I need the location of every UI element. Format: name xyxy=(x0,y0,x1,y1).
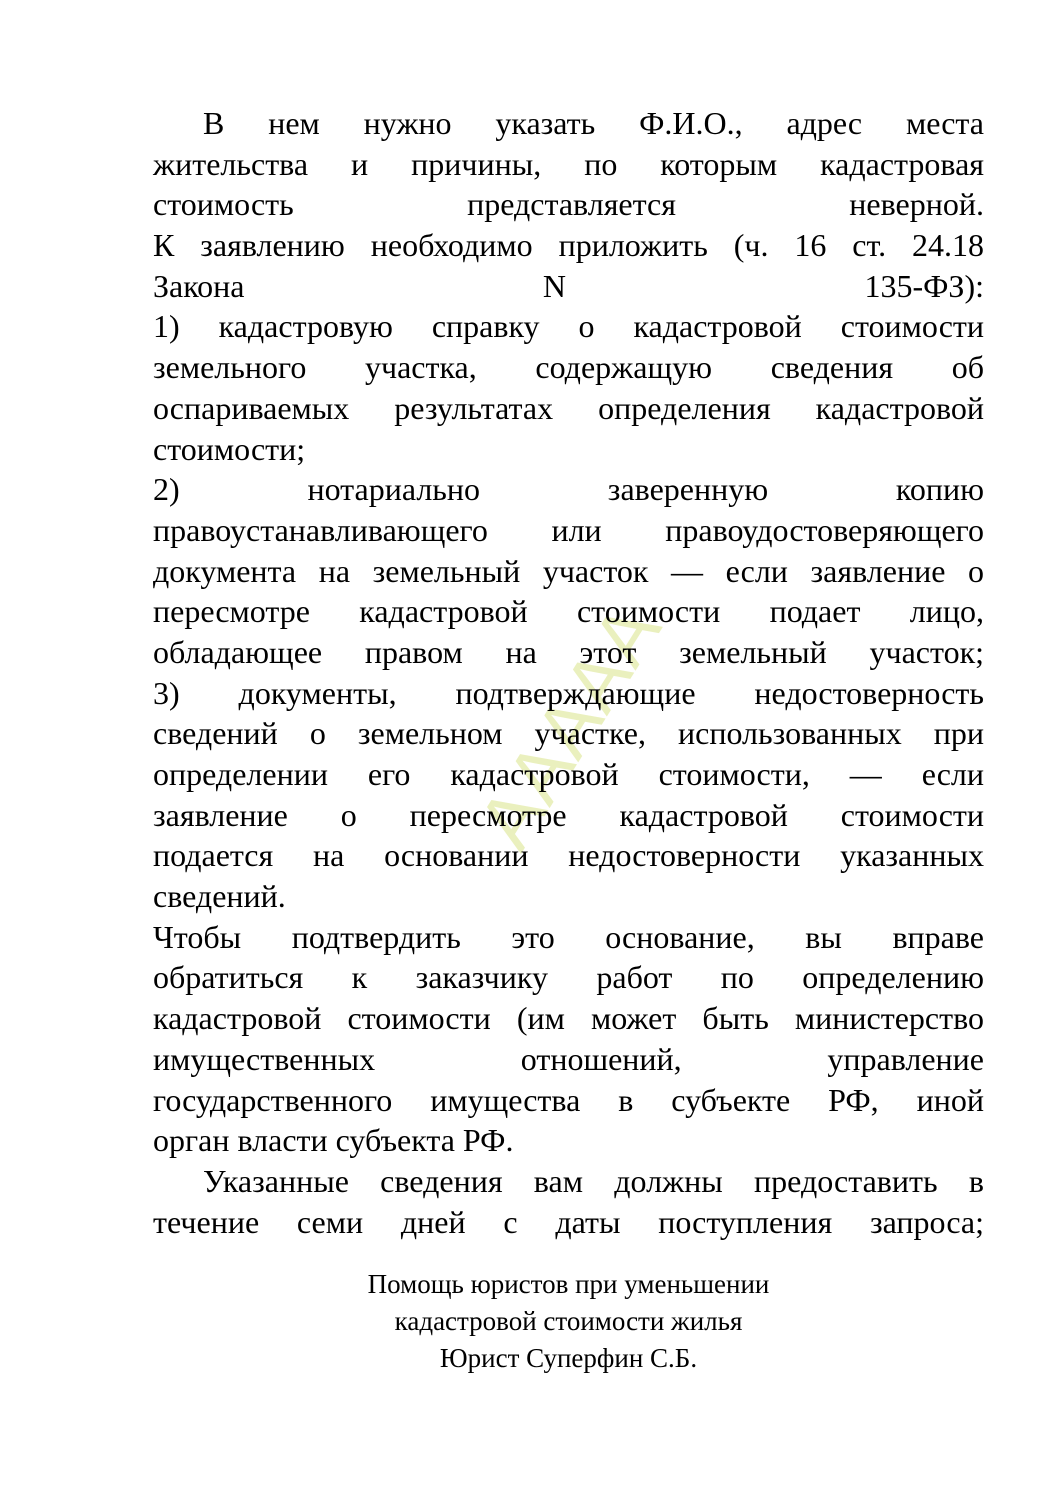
text-line: кадастровой стоимости (им может быть министерство xyxy=(153,1000,984,1037)
text-line: оспариваемых результатах определения кадастровой xyxy=(153,389,984,426)
footer-line-2: кадастровой стоимости жилья xyxy=(394,1306,743,1336)
text-line: Закона N 135-ФЗ): xyxy=(153,267,984,304)
text-line: сведений. xyxy=(153,878,286,915)
text-line: государственного имущества в субъекте РФ, иной xyxy=(153,1081,984,1118)
text-line: жительства и причины, по которым кадастровая xyxy=(153,145,984,182)
text-line: Указанные сведения вам должны предоставить в xyxy=(203,1162,984,1199)
text-line: орган власти субъекта РФ. xyxy=(153,1122,514,1159)
text-line: Чтобы подтвердить это основание, вы вправе xyxy=(153,918,984,955)
text-line: определении его кадастровой стоимости, — если xyxy=(153,756,984,792)
text-line: стоимости; xyxy=(153,430,306,467)
footer-author: Юрист Суперфин С.Б. xyxy=(439,1343,698,1373)
text-line: правоустанавливающего или правоудостоверяющего xyxy=(153,511,984,548)
text-line: подается на основании недостоверности указанных xyxy=(153,837,984,874)
document-body xyxy=(153,103,984,1242)
text-line: 2) нотариально заверенную копию xyxy=(153,471,984,508)
text-line: пересмотре кадастровой стоимости подает лицо, xyxy=(153,593,984,630)
text-line: 3) документы, подтверждающие недостоверность xyxy=(153,674,984,711)
text-line: обратиться к заказчику работ по определению xyxy=(153,959,984,996)
text-line: В нем нужно указать Ф.И.О., адрес места xyxy=(203,105,984,141)
text-line: земельного участка, содержащую сведения об xyxy=(153,349,984,386)
text-line: имущественных отношений, управление xyxy=(153,1040,984,1077)
page-footer xyxy=(153,1266,984,1377)
footer-line-1: Помощь юристов при уменьшении xyxy=(367,1269,770,1299)
watermark-text: AAAAA xyxy=(460,587,679,864)
text-line: сведений о земельном участке, использованных при xyxy=(153,715,984,752)
text-line: 1) кадастровую справку о кадастровой стоимости xyxy=(153,308,984,345)
text-line: течение семи дней с даты поступления запроса; xyxy=(153,1203,984,1240)
text-line: обладающее правом на этот земельный участок; xyxy=(153,633,984,670)
text-line: документа на земельный участок — если заявление о xyxy=(153,552,984,589)
text-line: К заявлению необходимо приложить (ч. 16 ст. 24.18 xyxy=(153,227,984,264)
text-line: заявление о пересмотре кадастровой стоимости xyxy=(153,796,984,833)
text-line: стоимость представляется неверной. xyxy=(153,186,984,223)
